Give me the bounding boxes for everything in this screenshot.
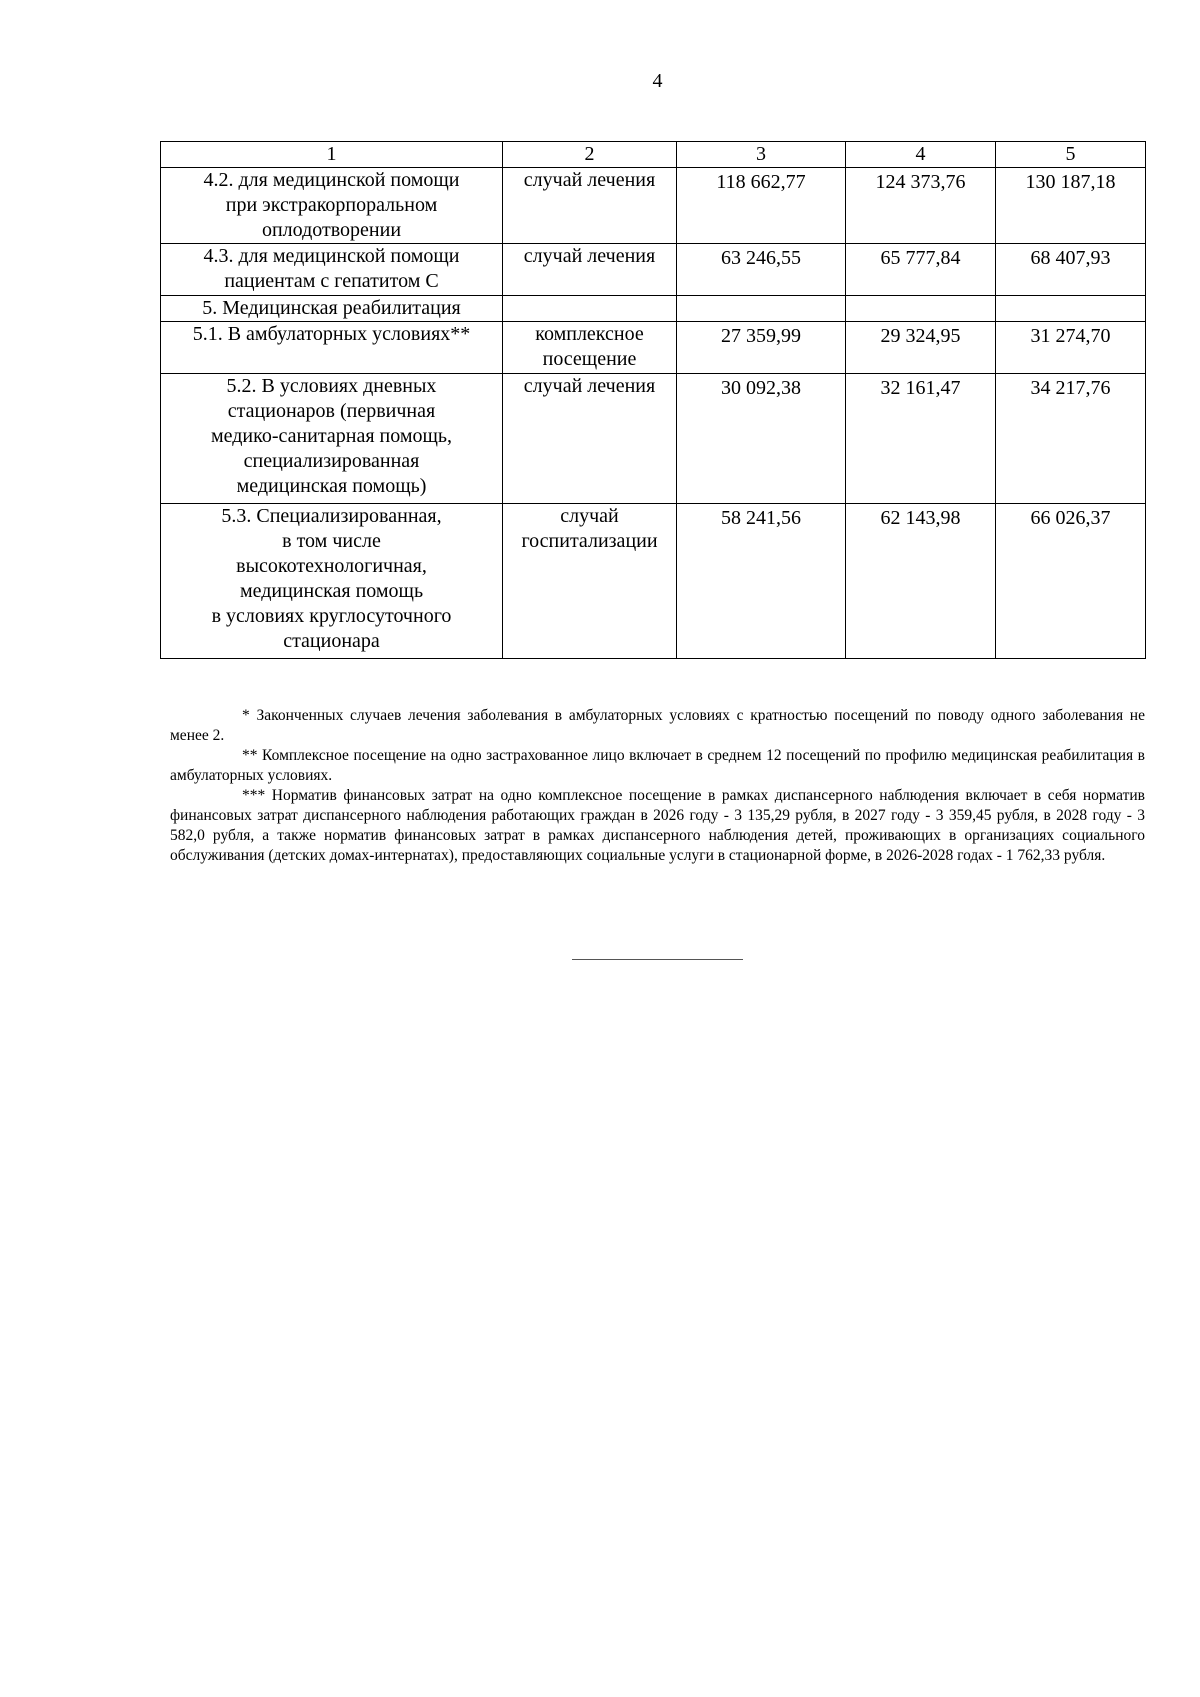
column-number-3: 3 (677, 142, 846, 168)
row-name: 4.2. для медицинской помощи при экстракорпоральном оплодотворении (161, 168, 503, 244)
row-name: 5. Медицинская реабилитация (161, 296, 503, 322)
table-header-row (161, 142, 1146, 168)
row-name: 5.2. В условиях дневных стационаров (первичная медико-санитарная помощь, специализированная медицинская помощь) (161, 374, 503, 504)
row-unit (503, 296, 677, 322)
table-row (161, 504, 1146, 659)
row-unit: случай госпитализации (503, 504, 677, 659)
value-2028 (996, 296, 1146, 322)
value-2027: 65 777,84 (846, 244, 996, 296)
value-2026: 118 662,77 (677, 168, 846, 244)
value-2027: 124 373,76 (846, 168, 996, 244)
row-unit: случай лечения (503, 168, 677, 244)
value-2026: 30 092,38 (677, 374, 846, 504)
table-row (161, 322, 1146, 374)
footnote-double-asterisk: ** Комплексное посещение на одно застрахованное лицо включает в среднем 12 посещений по профилю медицинская реабилитация в амбулаторных условиях. (170, 747, 1145, 784)
table-body (161, 168, 1146, 659)
row-unit: случай лечения (503, 244, 677, 296)
value-2026: 63 246,55 (677, 244, 846, 296)
row-name: 5.3. Специализированная, в том числе высокотехнологичная, медицинская помощь в условиях круглосуточного стационара (161, 504, 503, 659)
row-name: 4.3. для медицинской помощи пациентам с гепатитом С (161, 244, 503, 296)
column-number-2: 2 (503, 142, 677, 168)
column-number-1: 1 (161, 142, 503, 168)
value-2028: 130 187,18 (996, 168, 1146, 244)
row-name: 5.1. В амбулаторных условиях** (161, 322, 503, 374)
cost-norms-table (160, 141, 1146, 659)
value-2027: 62 143,98 (846, 504, 996, 659)
table-header (161, 142, 1146, 168)
row-unit: комплексное посещение (503, 322, 677, 374)
value-2028: 31 274,70 (996, 322, 1146, 374)
value-2028: 34 217,76 (996, 374, 1146, 504)
value-2026: 58 241,56 (677, 504, 846, 659)
value-2026 (677, 296, 846, 322)
row-unit: случай лечения (503, 374, 677, 504)
value-2027 (846, 296, 996, 322)
footnotes (170, 706, 1145, 866)
value-2027: 29 324,95 (846, 322, 996, 374)
footnote-single-asterisk: * Законченных случаев лечения заболевания в амбулаторных условиях с кратностью посещений по поводу одного заболевания не менее 2. (170, 707, 1145, 744)
table-row (161, 296, 1146, 322)
value-2027: 32 161,47 (846, 374, 996, 504)
end-of-document-rule (572, 959, 743, 960)
table-row (161, 168, 1146, 244)
value-2026: 27 359,99 (677, 322, 846, 374)
page-number: 4 (652, 70, 663, 92)
column-number-4: 4 (846, 142, 996, 168)
footnote-triple-asterisk: *** Норматив финансовых затрат на одно комплексное посещение в рамках диспансерного наблюдения включает в себя норматив финансовых затрат диспансерного наблюдения работающих граждан в 2026 году - 3 135,29 рубля, в 2027 году - 3 359,45 рубля, в 2028 году - 3 582,0 рубля, а также норматив финансовых затрат в рамках диспансерного наблюдения детей, проживающих в организациях социального обслуживания (детских домах-интернатах), предоставляющих социальные услуги в стационарной форме, в 2026-2028 годах - 1 762,33 рубля. (170, 787, 1145, 864)
value-2028: 68 407,93 (996, 244, 1146, 296)
table-row (161, 374, 1146, 504)
value-2028: 66 026,37 (996, 504, 1146, 659)
column-number-5: 5 (996, 142, 1146, 168)
table-row (161, 244, 1146, 296)
